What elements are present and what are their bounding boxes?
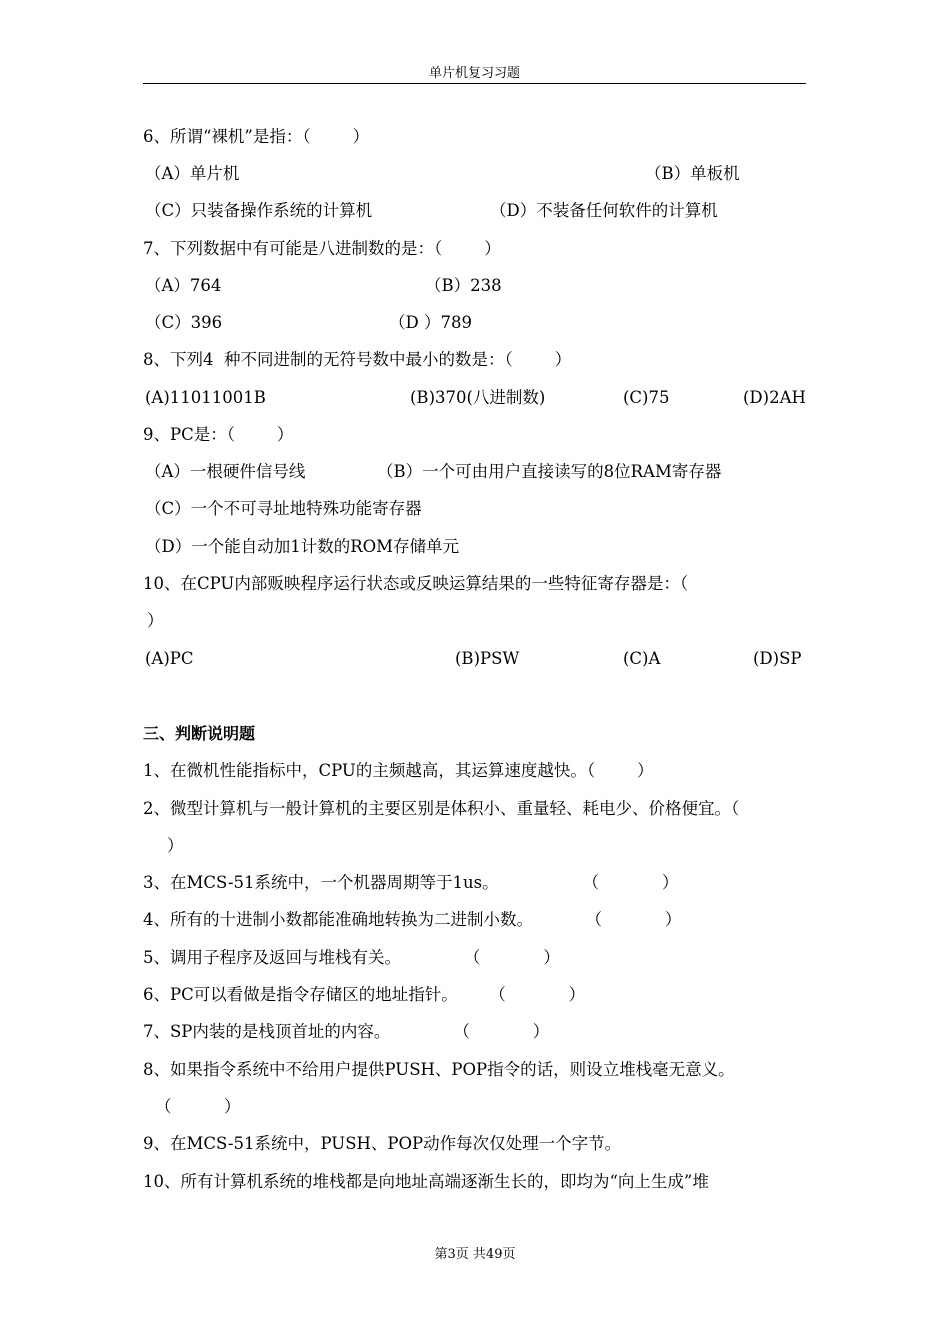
q10-option-c: (C)A [623, 649, 661, 668]
q7-stem: 7、下列数据中有可能是八进制数的是：（ ） [143, 239, 501, 258]
q6-option-c: （C）只装备操作系统的计算机 [145, 201, 373, 220]
header-divider [143, 83, 806, 84]
judgment-item: 5、调用子程序及返回与堆栈有关。 （ ） [143, 948, 560, 967]
judgment-item: 8、如果指令系统中不给用户提供PUSH、POP指令的话，则设立堆栈毫无意义。 [143, 1060, 735, 1079]
judgment-item-continued: ） [167, 836, 184, 855]
q8-option-a: (A)11011001B [145, 388, 266, 407]
q6-stem: 6、所谓“裸机”是指：（ ） [143, 127, 370, 146]
judgment-item: 4、所有的十进制小数都能准确地转换为二进制小数。 （ ） [143, 910, 682, 929]
q6-option-a: （A）单片机 [145, 164, 240, 183]
q10-option-b: (B)PSW [455, 649, 520, 668]
q9-stem: 9、PC是：（ ） [143, 425, 294, 444]
q6-option-b: （B）单板机 [645, 164, 740, 183]
q9-option-c: （C）一个不可寻址地特殊功能寄存器 [145, 499, 422, 518]
q10-stem-continued: ） [147, 611, 164, 630]
q9-option-b: （B）一个可由用户直接读写的8位RAM寄存器 [377, 462, 722, 481]
judgment-item: 3、在MCS-51系统中，一个机器周期等于1us。 （ ） [143, 873, 679, 892]
q8-option-c: (C)75 [623, 388, 670, 407]
judgment-item-continued: （ ） [155, 1097, 241, 1116]
page-header-title: 单片机复习习题 [428, 66, 520, 81]
q9-option-a: （A）一根硬件信号线 [145, 462, 306, 481]
q7-option-d: （D ）789 [389, 313, 472, 332]
section-title: 三、判断说明题 [143, 724, 256, 743]
q7-option-a: （A）764 [145, 276, 222, 295]
q8-option-d: (D)2AH [743, 388, 806, 407]
judgment-item: 6、PC可以看做是指令存储区的地址指针。 （ ） [143, 985, 586, 1004]
judgment-item: 10、所有计算机系统的堆栈都是向地址高端逐渐生长的，即均为“向上生成”堆 [143, 1172, 709, 1191]
q6-option-d: （D）不装备任何软件的计算机 [490, 201, 718, 220]
q8-stem: 8、下列4 种不同进制的无符号数中最小的数是：（ ） [143, 350, 572, 369]
q10-stem: 10、在CPU内部贩映程序运行状态或反映运算结果的一些特征寄存器是：（ [143, 574, 689, 593]
judgment-item: 7、SP内装的是栈顶首址的内容。 （ ） [143, 1022, 550, 1041]
judgment-item: 1、在微机性能指标中，CPU的主频越高，其运算速度越快。（ ） [143, 761, 654, 780]
q10-option-d: (D)SP [753, 649, 802, 668]
judgment-item: 2、微型计算机与一般计算机的主要区别是体积小、重量轻、耗电少、价格便宜。（ [143, 799, 740, 818]
q8-option-b: (B)370(八进制数) [410, 388, 546, 407]
q10-option-a: (A)PC [145, 649, 194, 668]
page-number: 第3页 共49页 [434, 1247, 516, 1262]
q7-option-b: （B）238 [425, 276, 502, 295]
judgment-item: 9、在MCS-51系统中，PUSH、POP动作每次仅处理一个字节。 [143, 1134, 622, 1153]
q7-option-c: （C）396 [145, 313, 223, 332]
q9-option-d: （D）一个能自动加1计数的ROM存储单元 [145, 537, 460, 556]
